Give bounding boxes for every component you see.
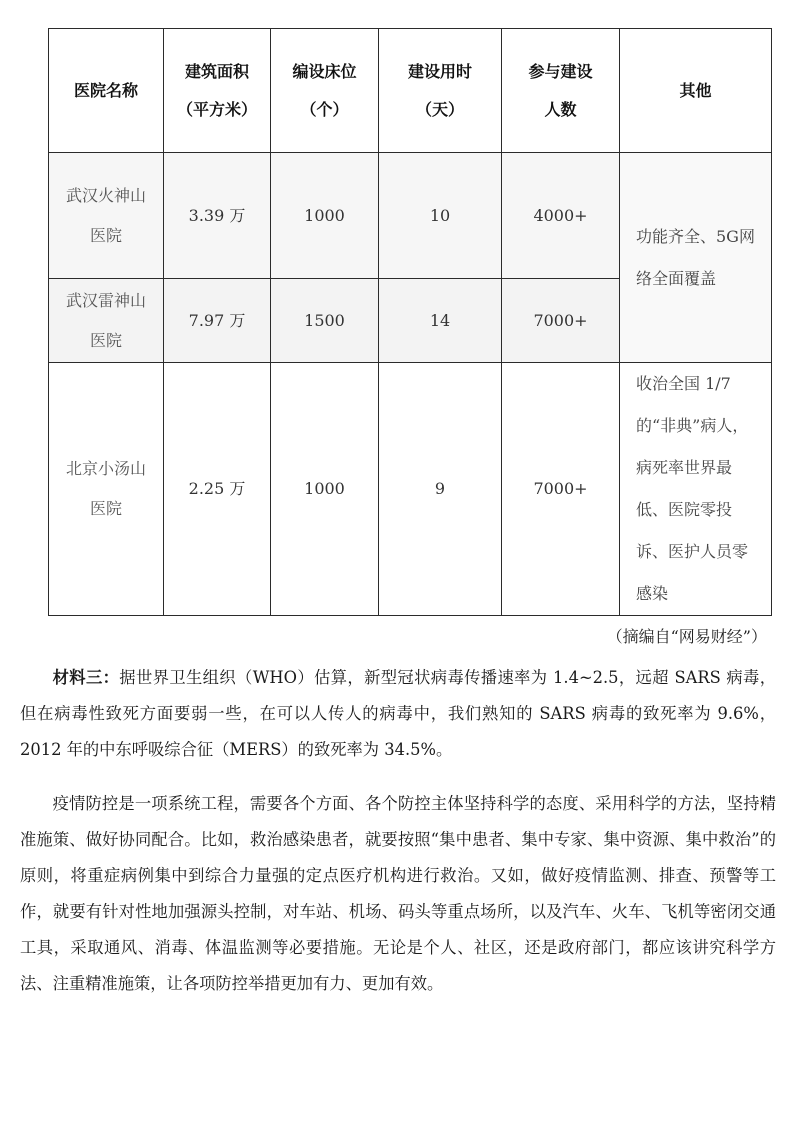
cell-days: 10	[379, 153, 502, 279]
cell-workers: 4000+	[502, 153, 620, 279]
header-hospital-name: 医院名称	[49, 29, 164, 153]
cell-area: 2.25 万	[164, 363, 271, 616]
hospital-comparison-table	[48, 28, 772, 616]
cell-other-shared: 功能齐全、5G网络全面覆盖	[620, 153, 772, 363]
cell-other-xiaotangshan: 收治全国 1/7 的“非典”病人，病死率世界最低、医院零投诉、医护人员零感染	[620, 363, 772, 616]
cell-hospital-name: 武汉火神山医院	[49, 153, 164, 279]
cell-workers: 7000+	[502, 363, 620, 616]
cell-area: 3.39 万	[164, 153, 271, 279]
hospital-comparison-table-container	[48, 28, 771, 607]
header-other: 其他	[620, 29, 772, 153]
cell-days: 14	[379, 279, 502, 363]
header-area: 建筑面积（平方米）	[164, 29, 271, 153]
source-citation: （摘编自“网易财经”）	[606, 627, 767, 646]
table-row	[49, 363, 772, 616]
header-beds: 编设床位（个）	[271, 29, 379, 153]
cell-beds: 1000	[271, 153, 379, 279]
header-days: 建设用时（天）	[379, 29, 502, 153]
cell-beds: 1500	[271, 279, 379, 363]
cell-workers: 7000+	[502, 279, 620, 363]
table-row	[49, 153, 772, 279]
table-header-row	[49, 29, 772, 153]
epidemic-control-paragraph: 疫情防控是一项系统工程，需要各个方面、各个防控主体坚持科学的态度、采用科学的方法，坚持精准施策、做好协同配合。比如，救治感染患者，就要按照“集中患者、集中专家、集中资源、集中救治”的原则，将重症病例集中到综合力量强的定点医疗机构进行救治。又如，做好疫情监测、排查、预警等工作，就要有针对性地加强源头控制，对车站、机场、码头等重点场所，以及汽车、火车、飞机等密闭交通工具，采取通风、消毒、体温监测等必要措施。无论是个人、社区，还是政府部门，都应该讲究科学方法、注重精准施策，让各项防控举措更加有力、更加有效。	[20, 794, 776, 993]
cell-days: 9	[379, 363, 502, 616]
cell-area: 7.97 万	[164, 279, 271, 363]
header-workers: 参与建设人数	[502, 29, 620, 153]
material-three-paragraph	[20, 660, 776, 768]
cell-hospital-name: 北京小汤山医院	[49, 363, 164, 616]
cell-beds: 1000	[271, 363, 379, 616]
material-three-label: 材料三：	[52, 668, 120, 687]
cell-hospital-name: 武汉雷神山医院	[49, 279, 164, 363]
material-three-text: 据世界卫生组织（WHO）估算，新型冠状病毒传播速率为 1.4~2.5，远超 SARS 病毒，但在病毒性致死方面要弱一些，在可以人传人的病毒中，我们熟知的 SARS 病毒的致死率为 9.6%，2012 年的中东呼吸综合征（MERS）的致死率为 34.5%。	[20, 668, 776, 759]
